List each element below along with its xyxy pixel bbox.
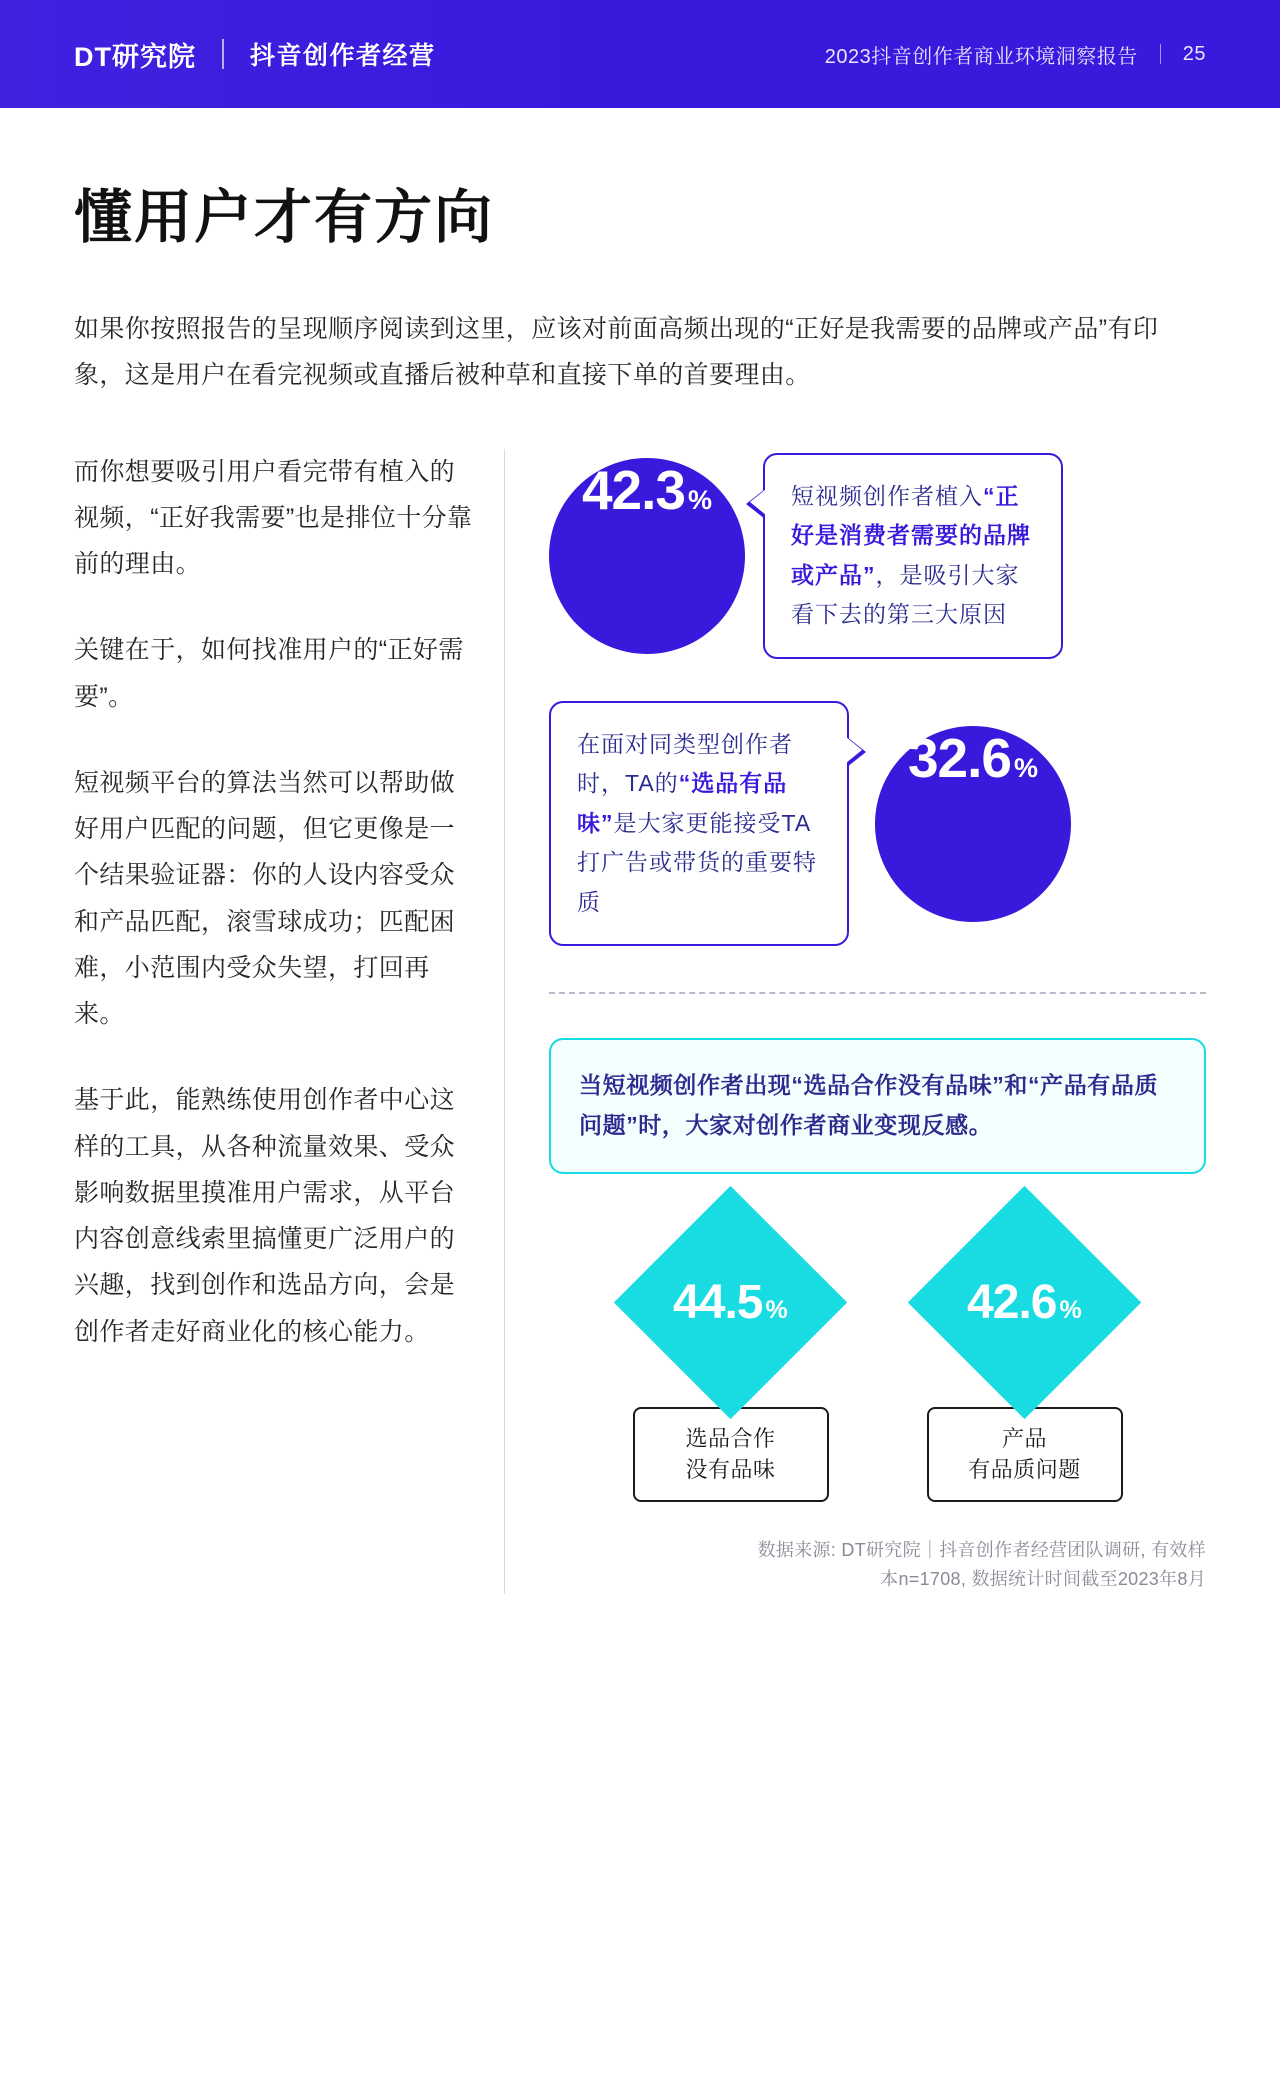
stat-circle-32-6 bbox=[875, 726, 1071, 922]
diamond-label-line2: 没有品味 bbox=[685, 1457, 776, 1483]
diamond-label bbox=[927, 1407, 1123, 1503]
diamond-value: 42.6 bbox=[967, 1275, 1057, 1329]
stat-block-2 bbox=[549, 701, 1206, 947]
brand-logo: DT研究院 bbox=[74, 41, 196, 72]
stat-circle-42-3 bbox=[549, 458, 745, 654]
callout-box: 当短视频创作者出现“选品合作没有品味”和“产品有品质问题”时，大家对创作者商业变现反感。 bbox=[549, 1038, 1206, 1173]
body-paragraph: 而你想要吸引用户看完带有植入的视频，“正好我需要”也是排位十分靠前的理由。 bbox=[74, 457, 473, 578]
brand-subtitle: 抖音创作者经营 bbox=[250, 42, 436, 70]
body-paragraph: 短视频平台的算法当然可以帮助做好用户匹配的问题，但它更像是一个结果验证器：你的人设内容受众和产品匹配，滚雪球成功；匹配困难，小范围内受众失望，打回再来。 bbox=[74, 768, 456, 1028]
content-columns bbox=[74, 449, 1206, 1594]
diamond-shape-44-5 bbox=[614, 1185, 847, 1418]
diamond-label-line1: 选品合作 bbox=[685, 1425, 776, 1451]
body-paragraph: 基于此，能熟练使用创作者中心这样的工具，从各种流量效果、受众影响数据里摸准用户需求，从平台内容创意线索里搞懂更广泛用户的兴趣，找到创作和选品方向，会是创作者走好商业化的核心能力。 bbox=[74, 1086, 456, 1346]
stat-bubble-2 bbox=[549, 701, 849, 947]
data-source-note bbox=[549, 1536, 1206, 1594]
bubble-text-highlight: “正好是消费者需要的品牌或产品” bbox=[791, 482, 1031, 588]
diamond-value: 44.5 bbox=[673, 1275, 763, 1329]
bubble-text-highlight: “选品有品味” bbox=[577, 770, 788, 836]
diamond-label-line2: 有品质问题 bbox=[968, 1457, 1081, 1483]
diamond-label bbox=[633, 1407, 829, 1503]
stat-bubble-1 bbox=[763, 453, 1063, 659]
bubble-text-part3: 是大家更能接受TA打广告或带货的重要特质 bbox=[577, 809, 817, 915]
source-line-1: 数据来源: DT研究院｜抖音创作者经营团队调研, 有效样 bbox=[757, 1540, 1206, 1561]
stat-percent-sign: % bbox=[1014, 752, 1039, 783]
right-column bbox=[549, 449, 1206, 1594]
diamond-value-group bbox=[673, 1275, 788, 1330]
column-divider bbox=[504, 449, 505, 1594]
stat-value: 42.3 bbox=[581, 458, 686, 521]
diamond-chart bbox=[549, 1208, 1206, 1503]
diamond-value-group bbox=[967, 1275, 1082, 1330]
stat-percent-sign: % bbox=[688, 484, 713, 515]
page-title: 懂用户才有方向 bbox=[74, 185, 495, 250]
header-divider bbox=[1160, 44, 1161, 64]
report-title: 2023抖音创作者商业环境洞察报告 bbox=[824, 45, 1138, 68]
brand-block bbox=[74, 35, 436, 74]
intro-paragraph: 如果你按照报告的呈现顺序阅读到这里，应该对前面高频出现的“正好是我需要的品牌或产品”有印象，这是用户在看完视频或直播后被种草和直接下单的首要理由。 bbox=[74, 315, 1159, 390]
diamond-percent-sign: % bbox=[1059, 1295, 1082, 1324]
brand-divider bbox=[222, 39, 224, 69]
bubble-text-part1: 短视频创作者植入 bbox=[791, 482, 983, 509]
page-number: 25 bbox=[1182, 42, 1206, 65]
diamond-shape-42-6 bbox=[908, 1185, 1141, 1418]
dashed-divider bbox=[549, 992, 1206, 994]
page-header bbox=[0, 0, 1280, 108]
header-right bbox=[825, 40, 1206, 69]
diamond-item bbox=[616, 1208, 846, 1503]
footer-spacer bbox=[74, 1594, 1206, 1654]
stat-block-1 bbox=[549, 453, 1206, 659]
diamond-item bbox=[910, 1208, 1140, 1503]
page-body bbox=[0, 170, 1280, 1654]
source-line-2: 本n=1708, 数据统计时间截至2023年8月 bbox=[880, 1569, 1206, 1590]
bubble-text-part3: ，是吸引大家看下去的第三大原因 bbox=[791, 561, 1020, 628]
diamond-label-line1: 产品 bbox=[1001, 1425, 1047, 1451]
body-paragraph: 关键在于，如何找准用户的“正好需要”。 bbox=[74, 636, 464, 711]
bubble-text-part1: 在面对同类型创作者时，TA的 bbox=[577, 730, 793, 797]
left-column bbox=[74, 449, 504, 1395]
diamond-percent-sign: % bbox=[765, 1295, 788, 1324]
stat-value: 32.6 bbox=[907, 726, 1012, 789]
